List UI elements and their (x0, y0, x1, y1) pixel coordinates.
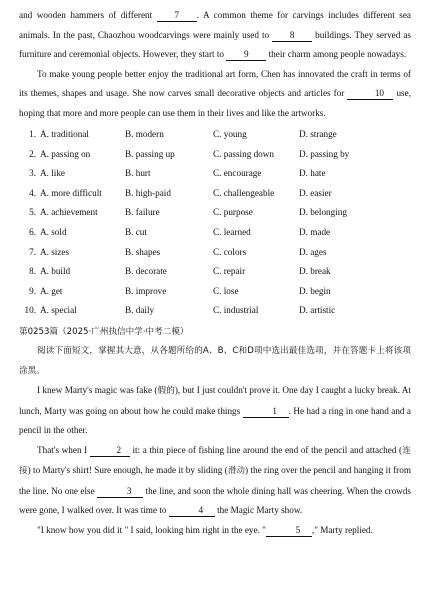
option-b: B. hurt (125, 168, 151, 179)
option-d: D. artistic (299, 305, 336, 316)
option-b: B. passing up (125, 148, 175, 159)
option-c: C. lose (213, 285, 239, 296)
option-a: A. passing on (40, 148, 91, 159)
text: the Magic Marty show. (214, 505, 303, 516)
option-d: D. strange (299, 129, 337, 139)
answer-options (19, 125, 411, 321)
option-b: B. daily (125, 305, 155, 316)
question-number: 6. (29, 226, 36, 237)
section-title-text: 第0253篇（2025·广州执信中学·中考二模） (19, 326, 189, 337)
option-b: B. decorate (125, 266, 167, 277)
text-zh: 滑动 (227, 466, 246, 477)
text: ) the ring over the pencil and hanging it from the line. No one else (19, 465, 411, 496)
option-d: D. easier (299, 187, 332, 198)
text: buildings. They served as furniture and ceremonial objects. However, they start to (19, 29, 411, 59)
option-c: C. purpose (213, 207, 253, 218)
text: . A common theme for carvings includes different sea animals. In the past, Chaozhou woodcarvings were mainly used to (19, 10, 411, 40)
option-b: B. cut (125, 226, 147, 237)
option-c: C. learned (213, 226, 251, 237)
blank-5: 5 (266, 524, 312, 537)
option-row (19, 262, 411, 282)
option-row (19, 301, 411, 321)
blank-9: 9 (226, 48, 266, 61)
text: ) to Marty's shirt! Sure enough, he made it by sliding ( (27, 465, 228, 476)
text: it: a thin piece of fishing line around the end of the pencil and attached ( (129, 444, 403, 455)
passage1-paragraph1 (19, 6, 411, 65)
option-b: B. high-paid (125, 187, 171, 198)
option-c: C. colors (213, 246, 247, 257)
option-b: B. shapes (125, 246, 161, 257)
option-c: C. passing down (213, 148, 274, 159)
blank-4: 4 (169, 504, 215, 517)
text: . He had a ring in one hand and a pencil in the other. (19, 405, 411, 436)
option-a: A. traditional (40, 129, 89, 139)
option-row (19, 243, 411, 263)
text: To make young people better enjoy the traditional art form, Chen has innovated the craft in terms of its themes, shapes and usage. She now carves small decorative objects and articles for (19, 68, 411, 98)
question-number: 2. (29, 148, 36, 159)
text: the line, and soon the whole dining hall was cheering. When the crowds were gone, I walked over. It was time to (19, 485, 411, 516)
option-a: A. special (40, 305, 77, 316)
option-d: D. hate (299, 168, 326, 179)
option-d: D. ages (299, 246, 327, 257)
option-b: B. improve (125, 285, 167, 296)
option-row (19, 184, 411, 204)
blank-7: 7 (157, 9, 197, 22)
option-c: C. industrial (213, 305, 259, 316)
question-number: 7. (29, 246, 36, 257)
passage1-paragraph2 (19, 65, 411, 124)
option-a: A. more difficult (40, 187, 102, 198)
option-d: D. passing by (299, 148, 350, 159)
option-row (19, 203, 411, 223)
option-a: A. like (40, 168, 66, 179)
option-a: A. achievement (40, 207, 98, 218)
option-a: A. sizes (40, 246, 70, 257)
option-d: D. belonging (299, 207, 347, 218)
section-instruction: 阅读下面短文，掌握其大意，从各题所给的A、B、C和D项中选出最佳选项，并在答题卡上将该项涂黑。 (19, 346, 411, 376)
blank-10: 10 (347, 87, 393, 100)
blank-3: 3 (97, 485, 143, 498)
blank-8: 8 (272, 29, 312, 42)
option-row (19, 282, 411, 302)
option-c: C. repair (213, 266, 246, 277)
passage2-paragraph3 (19, 521, 411, 541)
text: ," Marty replied. (311, 524, 373, 535)
option-row (19, 223, 411, 243)
question-number: 10. (24, 305, 36, 316)
option-a: A. get (40, 285, 63, 296)
option-row (19, 164, 411, 184)
option-b: B. modern (125, 129, 164, 139)
section-title (19, 322, 411, 343)
option-d: D. break (299, 266, 331, 277)
option-a: A. sold (40, 226, 67, 237)
text: That's when I (37, 444, 90, 455)
question-number: 9. (29, 285, 36, 296)
text-zh: 假的 (157, 386, 175, 397)
text: and wooden hammers of different (19, 10, 157, 20)
text: use, hoping that more and more people can use them in their lives and like the artworks. (19, 88, 411, 118)
option-row (19, 125, 411, 145)
option-a: A. build (40, 266, 71, 277)
text: their charm among people nowadays. (266, 49, 407, 59)
option-row (19, 145, 411, 165)
text: "I know how you did it " I said, looking him right in the eye. " (37, 524, 266, 535)
text-zh: 连接 (19, 445, 411, 477)
option-d: D. made (299, 226, 331, 237)
option-b: B. failure (125, 207, 160, 218)
question-number: 5. (29, 207, 36, 218)
question-number: 8. (29, 266, 36, 277)
text: ), but I just couldn't prove it. One day I caught a lucky break. At lunch, Marty was going on about how he could make things (19, 385, 411, 416)
question-number: 3. (29, 168, 36, 179)
passage2-paragraph2 (19, 441, 411, 521)
blank-1: 1 (243, 405, 289, 418)
option-c: C. encourage (213, 168, 262, 179)
blank-2: 2 (90, 444, 130, 457)
question-number: 4. (29, 187, 36, 198)
option-c: C. young (213, 129, 247, 139)
option-c: C. challengeable (213, 187, 275, 198)
question-number: 1. (29, 129, 36, 139)
passage2-paragraph1 (19, 381, 411, 441)
text: I knew Marty's magic was fake ( (37, 385, 158, 396)
option-d: D. begin (299, 285, 331, 296)
